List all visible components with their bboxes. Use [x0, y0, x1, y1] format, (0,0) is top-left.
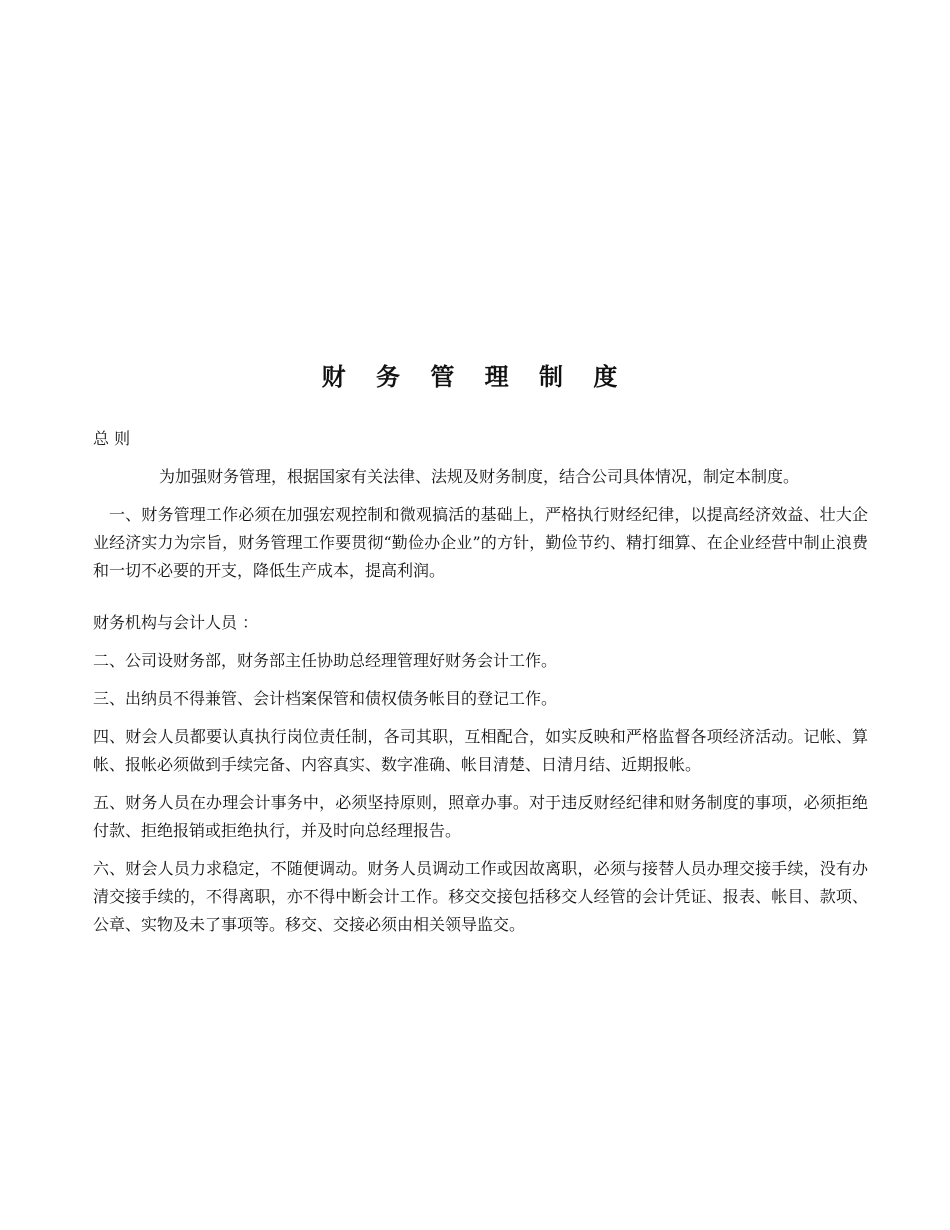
- paragraph-5: 五、财务人员在办理会计事务中，必须坚持原则，照章办事。对于违反财经纪律和财务制度的事项，必须拒绝付款、拒绝报销或拒绝执行，并及时向总经理报告。: [93, 793, 868, 840]
- paragraph-4: 四、财会人员都要认真执行岗位责任制，各司其职，互相配合，如实反映和严格监督各项经济活动。记帐、算帐、报帐必须做到手续完备、内容真实、数字准确、帐目清楚、日清月结、近期报帐。: [93, 727, 868, 774]
- document-body: [93, 425, 868, 949]
- document-title: 财 务 管 理 制 度: [321, 363, 629, 391]
- section-heading-general: 总 则: [93, 429, 131, 448]
- paragraph-6: 六、财会人员力求稳定，不随便调动。财务人员调动工作或因故离职，必须与接替人员办理交接手续，没有办清交接手续的，不得离职，亦不得中断会计工作。移交交接包括移交人经管的会计凭证、报表、帐目、款项、公章、实物及未了事项等。移交、交接必须由相关领导监交。: [93, 859, 868, 934]
- paragraph-intro: 为加强财务管理，根据国家有关法律、法规及财务制度，结合公司具体情况，制定本制度。: [159, 467, 800, 486]
- paragraph-1: 一、财务管理工作必须在加强宏观控制和微观搞活的基础上，严格执行财经纪律，以提高经济效益、壮大企业经济实力为宗旨，财务管理工作要贯彻“勤俭办企业”的方针，勤俭节约、精打细算、在企业经营中制止浪费和一切不必要的开支，降低生产成本，提高利润。: [93, 505, 868, 580]
- paragraph-2: 二、公司设财务部，财务部主任协助总经理管理好财务会计工作。: [93, 651, 558, 670]
- section-heading-organization: 财务机构与会计人员 ：: [93, 613, 259, 632]
- paragraph-3: 三、出纳员不得兼管、会计档案保管和债权债务帐目的登记工作。: [93, 689, 558, 708]
